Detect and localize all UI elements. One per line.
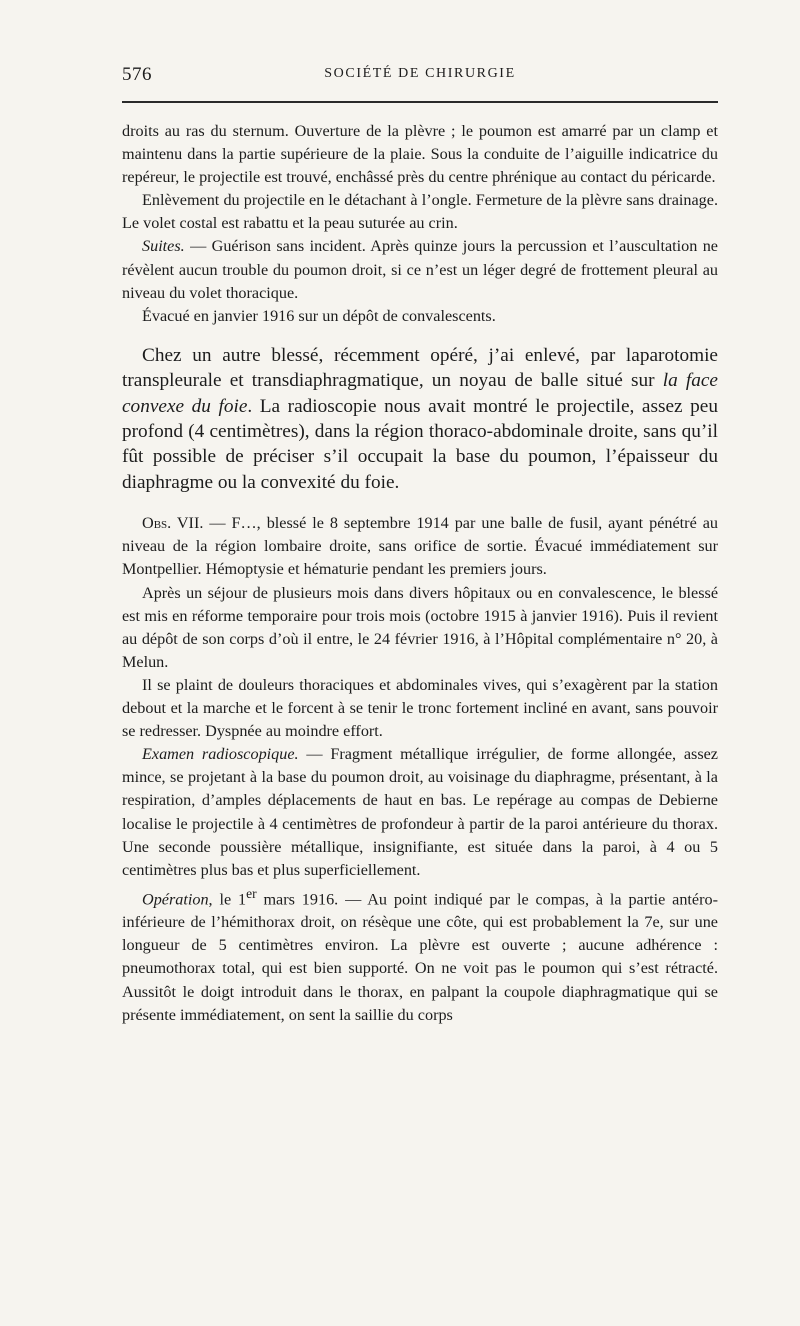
operation-date-sup: er [246,885,257,901]
page-number: 576 [122,64,152,85]
case-continuation [122,120,718,328]
operation-label: Opération [142,890,209,909]
obs-label: Obs. VII. [142,514,204,533]
header-rule [122,101,718,103]
page-header [122,64,718,94]
main-text-part2: . La radioscopie nous avait montré le projectile, assez peu profond (4 centimètres), dans la région thoraco-abdominale droite, sans qu’il fût possible de préciser s’il occupait la base du poumon, l’épaisseur du diaphragme ou la convexité du foie. [122,395,719,493]
main-text-emphasis: la face convexe du foie [122,370,718,417]
paragraph-obs-exam [122,743,718,882]
paragraph-suites [122,235,718,304]
running-title: SOCIÉTÉ DE CHIRURGIE [324,66,516,81]
exam-label: Examen radioscopique. [142,745,299,764]
paragraph-obs-history: Après un séjour de plusieurs mois dans divers hôpitaux ou en convalescence, le blessé est mis en réforme temporaire pour trois mois (octobre 1915 à janvier 1916). Puis il revient au dépôt de son corps d’où il entre, le 24 février 1916, à l’Hôpital complémentaire n° 20, à Melun. [122,583,718,671]
paragraph-obs-intro [122,512,718,581]
main-text [122,343,718,495]
suites-text: — Guérison sans incident. Après quinze jours la percussion et l’auscultation ne révèlent aucun trouble du poumon droit, si ce n’est un léger degré de frottement pleural au niveau du volet thoracique. [122,237,718,302]
exam-text: — Fragment métallique irrégulier, de forme allongée, assez mince, se projetant à la base du poumon droit, au voisinage du diaphragme, présentant, à la respiration, d’amples déplacements de haut en bas. Le repérage au compas de Debierne localise le projectile à 4 centimètres de profondeur à partir de la paroi antérieure du thorax. Une seconde poussière métallique, insignifiante, est située dans la paroi, à 4 ou 5 centimètres plus bas et plus superficiellement. [122,745,718,879]
operation-text: mars 1916. — Au point indiqué par le compas, à la partie antéro-inférieure de l’hémithorax droit, on résèque une côte, qui est probablement la 7e, sur une longueur de 5 centimètres environ. La plèvre est ouverte ; aucune adhérence : pneumothorax total, qui est bien supporté. On ne voit pas le poumon qui s’est rétracté. Aussitôt le doigt introduit dans le thorax, en palpant la coupole diaphragmatique qui se présente immédiatement, on sent la saillie du corps [122,890,718,1024]
paragraph-obs-symptoms: Il se plaint de douleurs thoraciques et abdominales vives, qui s’exagèrent par la station debout et la marche et le forcent à se tenir le tronc fortement incliné en avant, sans pouvoir se redresser. Dyspnée au moindre effort. [122,675,718,741]
observation-vii [122,512,718,1026]
obs-intro-text: — F…, blessé le 8 septembre 1914 par une balle de fusil, ayant pénétré au niveau de la région lombaire droite, sans orifice de sortie. Évacué immédiatement sur Montpellier. Hémoptysie et hématurie pendant les premiers jours. [122,514,718,579]
page-body [122,120,718,1027]
main-text-part1: Chez un autre blessé, récemment opéré, j’ai enlevé, par laparotomie transpleurale et transdiaphragmatique, un noyau de balle situé sur [122,344,718,392]
paragraph-obs-operation [122,882,718,1027]
operation-date-pre: , le 1 [208,890,247,909]
suites-label: Suites. [142,237,185,256]
paragraph-operation-end: droits au ras du sternum. Ouverture de la plèvre ; le poumon est amarré par un clamp et maintenu dans la partie supérieure de la plaie. Sous la conduite de l’aiguille indicatrice du repéreur, le projectile est trouvé, enchâssé près du centre phrénique au contact du péricarde. [122,122,718,187]
paragraph-evacuation: Évacué en janvier 1916 sur un dépôt de convalescents. [142,306,496,325]
paragraph-extraction: Enlèvement du projectile en le détachant à l’ongle. Fermeture de la plèvre sans drainage. Le volet costal est rabattu et la peau suturée au crin. [122,191,718,233]
paragraph-main [122,343,718,495]
